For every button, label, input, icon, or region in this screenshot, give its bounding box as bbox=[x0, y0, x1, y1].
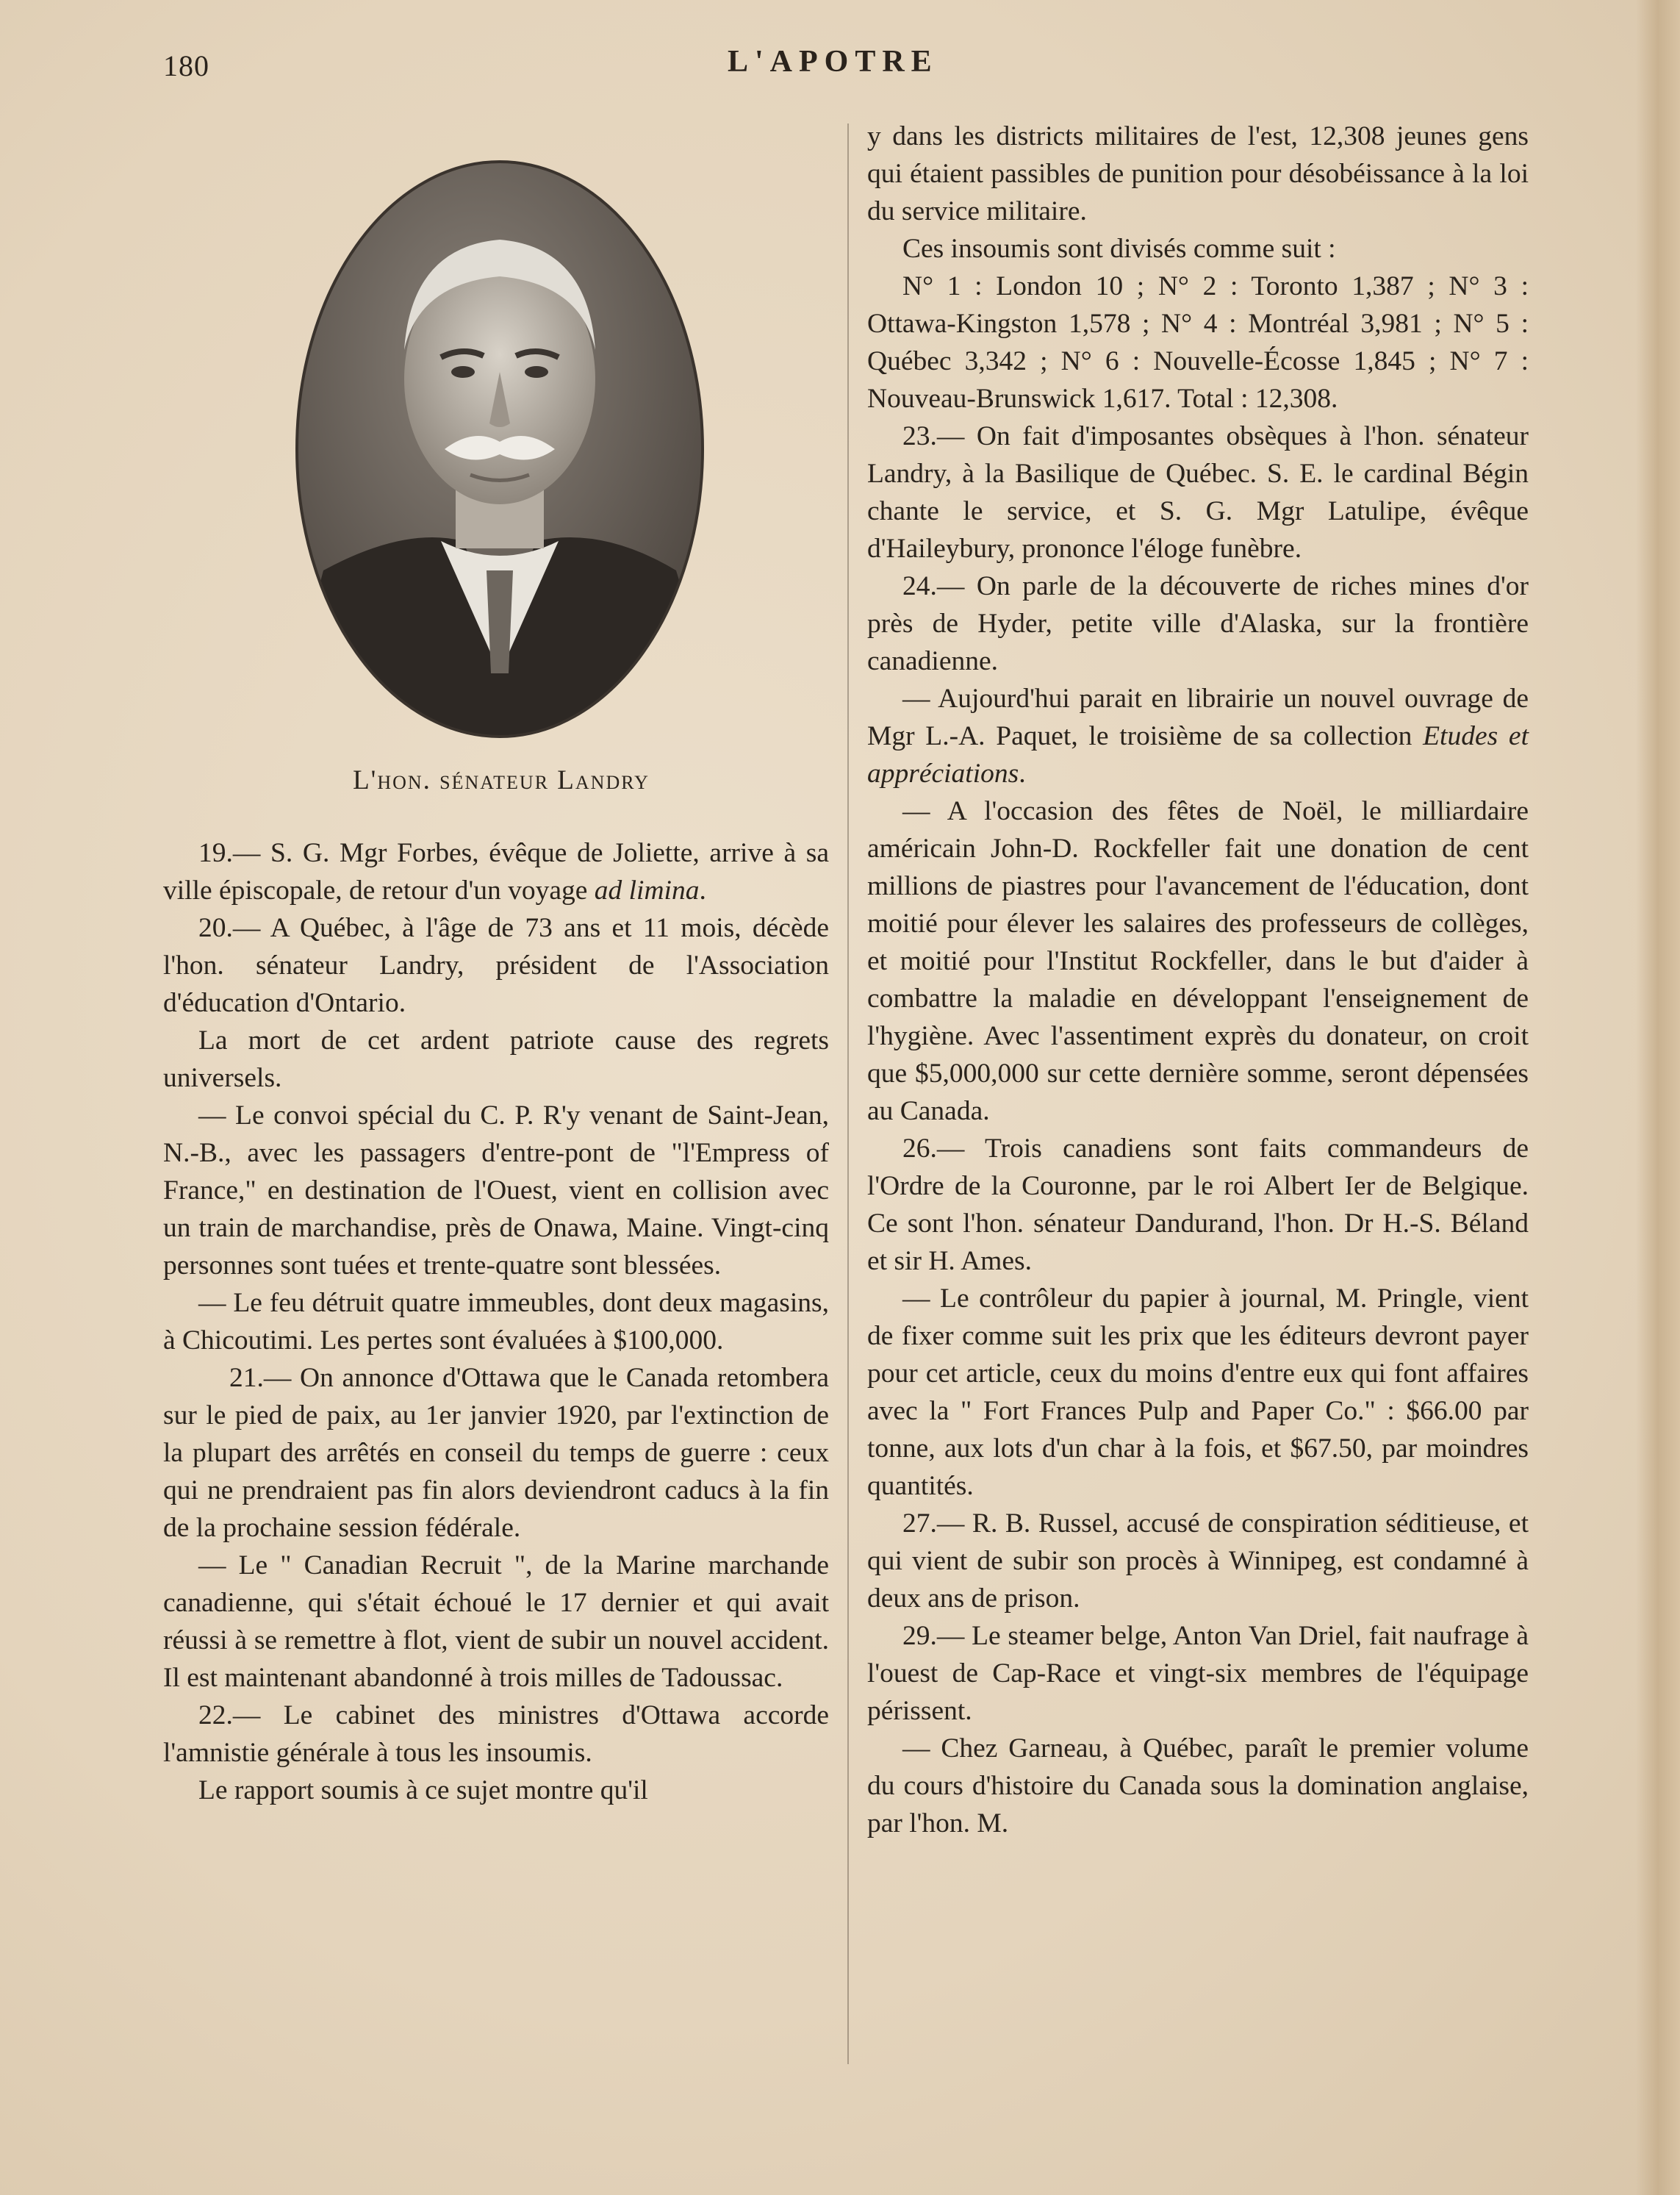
page-number: 180 bbox=[163, 49, 209, 82]
portrait-photo bbox=[294, 159, 706, 740]
entry-22: 22.— Le cabinet des ministres d'Ottawa accorde l'amnistie générale à tous les insoumis. bbox=[163, 1700, 829, 1768]
entry-19: 19.— S. G. Mgr Forbes, évêque de Joliette, arrive à sa ville épiscopale, de retour d'un voyage ad limina. bbox=[163, 838, 829, 906]
entry-22-list: N° 1 : London 10 ; N° 2 : Toronto 1,387 ; N° 3 : Ottawa-Kingston 1,578 ; N° 4 : Montréal 3,981 ; N° 5 : Québec 3,342 ; N° 6 : Nouvelle-Écosse 1,845 ; N° 7 : Nouveau-Brunswick 1,617. Total : 12,308. bbox=[867, 271, 1529, 414]
entry-22-continued: y dans les districts militaires de l'est, 12,308 jeunes gens qui étaient passibles de punition pour désobéissance à la loi du service militaire. bbox=[867, 121, 1529, 226]
entry-21: 21.— On annonce d'Ottawa que le Canada retombera sur le pied de paix, au 1er janvier 1920, par l'extinction de la plupart des arrêtés en conseil du temps de guerre : ceux qui ne prendraient pas fin alors deviendront caducs à la fin de la prochaine session fédérale. bbox=[163, 1363, 829, 1543]
entry-26: 26.— Trois canadiens sont faits commandeurs de l'Ordre de la Couronne, par le roi Albert Ier de Belgique. Ce sont l'hon. sénateur Dandurand, l'hon. Dr H.-S. Béland et sir H. Ames. bbox=[867, 1134, 1529, 1276]
entry-20-convoi: — Le convoi spécial du C. P. R'y venant de Saint-Jean, N.-B., avec les passagers d'entre-pont de "l'Empress of France," en destination de l'Ouest, vient en collision avec un train de marchandise, près de Onawa, Maine. Vingt-cinq personnes sont tuées et trente-quatre sont blessées. bbox=[163, 1100, 829, 1281]
entry-26-papier: — Le contrôleur du papier à journal, M. Pringle, vient de fixer comme suit les prix que les éditeurs devront payer pour cet article, ceux du moins d'entre eux qui font affaires avec la " Fort Frances Pulp and Paper Co." : $66.00 par tonne, aux lots d'un char à la fois, et $67.50, par moindres quantités. bbox=[867, 1283, 1529, 1501]
entry-27: 27.— R. B. Russel, accusé de conspiration séditieuse, et qui vient de subir son procès à Winnipeg, est condamné à deux ans de prison. bbox=[867, 1508, 1529, 1614]
entry-29-garneau: — Chez Garneau, à Québec, paraît le premier volume du cours d'histoire du Canada sous la domination anglaise, par l'hon. M. bbox=[867, 1733, 1529, 1838]
entry-24: 24.— On parle de la découverte de riches mines d'or près de Hyder, petite ville d'Alaska, sur la frontière canadienne. bbox=[867, 571, 1529, 676]
running-head: L'APOTRE bbox=[728, 45, 938, 79]
entry-22-rapport: Le rapport soumis à ce sujet montre qu'il bbox=[198, 1775, 648, 1805]
right-column bbox=[867, 118, 1529, 1842]
entry-21-recruit: — Le " Canadian Recruit ", de la Marine marchande canadienne, qui s'était échoué le 17 dernier et qui avait réussi à se remettre à flot, vient de subir un nouvel accident. Il est maintenant abandonné à trois milles de Tadoussac. bbox=[163, 1550, 829, 1693]
entry-29: 29.— Le steamer belge, Anton Van Driel, fait naufrage à l'ouest de Cap-Race et vingt-six membres de l'équipage périssent. bbox=[867, 1621, 1529, 1726]
entry-20-mort: La mort de cet ardent patriote cause des regrets universels. bbox=[163, 1025, 829, 1093]
page-edge-shadow bbox=[1636, 0, 1680, 2195]
entry-24-livre: — Aujourd'hui parait en librairie un nouvel ouvrage de Mgr L.-A. Paquet, le troisième de sa collection Etudes et appréciations. bbox=[867, 684, 1529, 789]
left-column bbox=[163, 834, 829, 1809]
portrait-caption: L'hon. sénateur Landry bbox=[353, 765, 650, 795]
entry-23: 23.— On fait d'imposantes obsèques à l'hon. sénateur Landry, à la Basilique de Québec. S. E. le cardinal Bégin chante le service, et S. G. Mgr Latulipe, évêque d'Haileybury, prononce l'éloge funèbre. bbox=[867, 421, 1529, 564]
entry-22-insoumis: Ces insoumis sont divisés comme suit : bbox=[902, 234, 1336, 264]
entry-24-noel: — A l'occasion des fêtes de Noël, le milliardaire américain John-D. Rockfeller fait une donation de cent millions de piastres pour l'avancement de l'éducation, dont moitié pour élever les salaires des professeurs de collèges, et moitié pour l'Institut Rockfeller, dans le but d'aider à combattre la maladie en développant l'enseignement de l'hygiène. Avec l'assentiment exprès du donateur, on croit que $5,000,000 sur cette dernière somme, seront dépensées au Canada. bbox=[867, 796, 1529, 1126]
entry-20: 20.— A Québec, à l'âge de 73 ans et 11 mois, décède l'hon. sénateur Landry, président de l'Association d'éducation d'Ontario. bbox=[163, 913, 829, 1018]
column-divider bbox=[847, 123, 849, 2064]
entry-20-feu: — Le feu détruit quatre immeubles, dont deux magasins, à Chicoutimi. Les pertes sont évaluées à $100,000. bbox=[163, 1288, 829, 1356]
